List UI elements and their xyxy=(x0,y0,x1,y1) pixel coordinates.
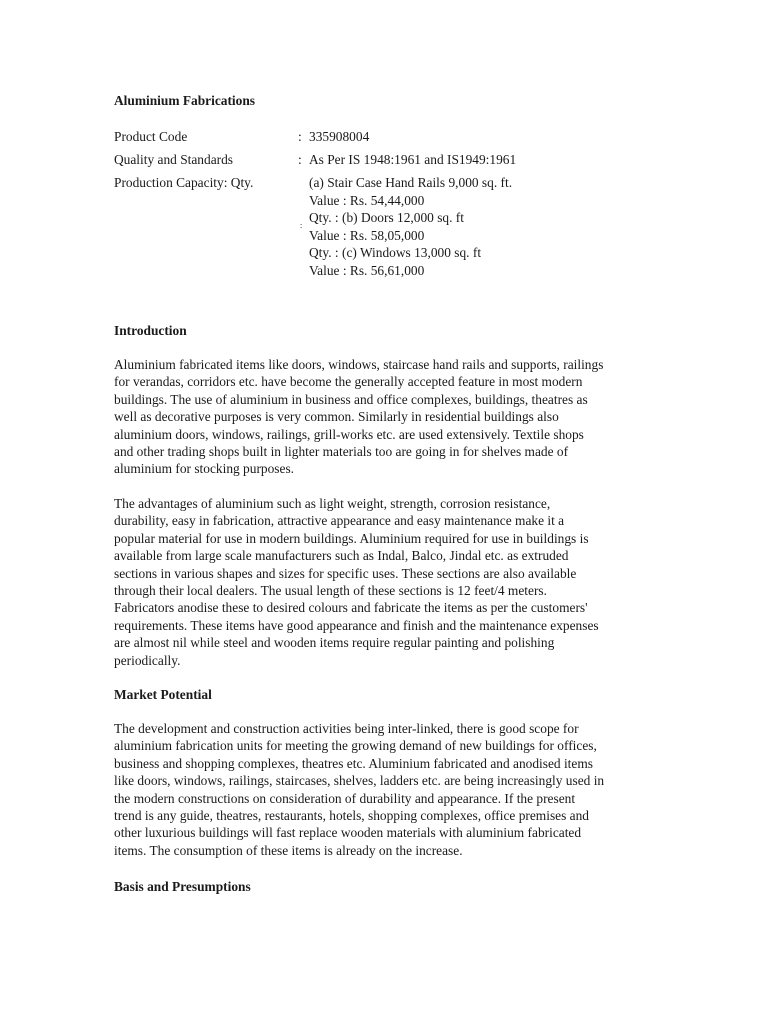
capacity-line: (a) Stair Case Hand Rails 9,000 sq. ft. xyxy=(309,175,513,190)
spec-colon: : xyxy=(298,129,302,144)
spec-colon: : xyxy=(300,221,303,230)
text-line: Fabricators anodise these to desired colours and fabricate the items as per the customers' xyxy=(114,600,588,616)
introduction-paragraph-2 xyxy=(114,495,659,669)
text-line: trend is any guide, theatres, restaurants, hotels, shopping complexes, office premises and xyxy=(114,808,589,824)
heading-market-potential: Market Potential xyxy=(114,687,212,702)
text-line: requirements. These items have good appearance and finish and the maintenance expenses xyxy=(114,617,599,633)
spec-value: 335908004 xyxy=(309,129,370,144)
text-line: available from large scale manufacturers such as Indal, Balco, Jindal etc. as extruded xyxy=(114,548,569,564)
spec-label: Quality and Standards xyxy=(114,152,234,167)
text-line: popular material for use in modern buildings. Aluminium required for use in buildings is xyxy=(114,530,589,546)
heading-basis-presumptions: Basis and Presumptions xyxy=(114,879,251,894)
heading-introduction: Introduction xyxy=(114,323,187,338)
text-line: for verandas, corridors etc. have become the generally accepted feature in most modern xyxy=(114,374,583,390)
capacity-lines xyxy=(309,174,512,280)
text-line: business and shopping complexes, theatres etc. Aluminium fabricated and anodised items xyxy=(114,755,593,771)
introduction-paragraph-1 xyxy=(114,356,659,478)
capacity-line: Qty. : (c) Windows 13,000 sq. ft xyxy=(309,245,482,261)
text-line: are almost nil while steel and wooden items require regular painting and polishing xyxy=(114,635,555,651)
text-line: Aluminium fabricated items like doors, windows, staircase hand rails and supports, railings xyxy=(114,357,604,372)
text-line: buildings. The use of aluminium in business and office complexes, buildings, theatres as xyxy=(114,391,588,407)
capacity-line: Value : Rs. 54,44,000 xyxy=(309,192,425,208)
market-potential-paragraph xyxy=(114,720,659,859)
document-title: Aluminium Fabrications xyxy=(114,93,255,108)
spec-label: Production Capacity: Qty. xyxy=(114,175,254,190)
spec-label: Product Code xyxy=(114,129,188,144)
text-line: The advantages of aluminium such as light weight, strength, corrosion resistance, xyxy=(114,496,551,511)
text-line: aluminium for stocking purposes. xyxy=(114,461,295,477)
text-line: items. The consumption of these items is already on the increase. xyxy=(114,842,463,858)
text-line: aluminium fabrication units for meeting the growing demand of new buildings for offices, xyxy=(114,738,597,754)
text-line: the modern constructions on consideration of durability and appearance. If the present xyxy=(114,790,576,806)
text-line: through their local dealers. The usual length of these sections is 12 feet/4 meters. xyxy=(114,583,547,599)
text-line: aluminium doors, windows, railings, grill-works etc. are used extensively. Textile shops xyxy=(114,426,584,442)
capacity-line: Qty. : (b) Doors 12,000 sq. ft xyxy=(309,210,464,226)
text-line: other luxurious buildings will fast replace wooden materials with aluminium fabricated xyxy=(114,825,582,841)
spec-value: As Per IS 1948:1961 and IS1949:1961 xyxy=(309,152,517,167)
text-line: well as decorative purposes is very common. Similarly in residential buildings also xyxy=(114,409,559,425)
text-line: sections in various shapes and sizes for specific uses. These sections are also available xyxy=(114,565,577,581)
text-line: like doors, windows, railings, staircases, shelves, ladders etc. are being increasingly used in xyxy=(114,773,605,789)
text-line: The development and construction activities being inter-linked, there is good scope for xyxy=(114,721,579,736)
spec-colon: : xyxy=(298,152,302,167)
text-line: periodically. xyxy=(114,652,181,668)
capacity-line: Value : Rs. 58,05,000 xyxy=(309,227,425,243)
text-line: and other trading shops built in lighter materials too are going in for shelves made of xyxy=(114,444,569,460)
text-line: durability, easy in fabrication, attractive appearance and easy maintenance make it a xyxy=(114,513,565,529)
capacity-line: Value : Rs. 56,61,000 xyxy=(309,262,425,278)
